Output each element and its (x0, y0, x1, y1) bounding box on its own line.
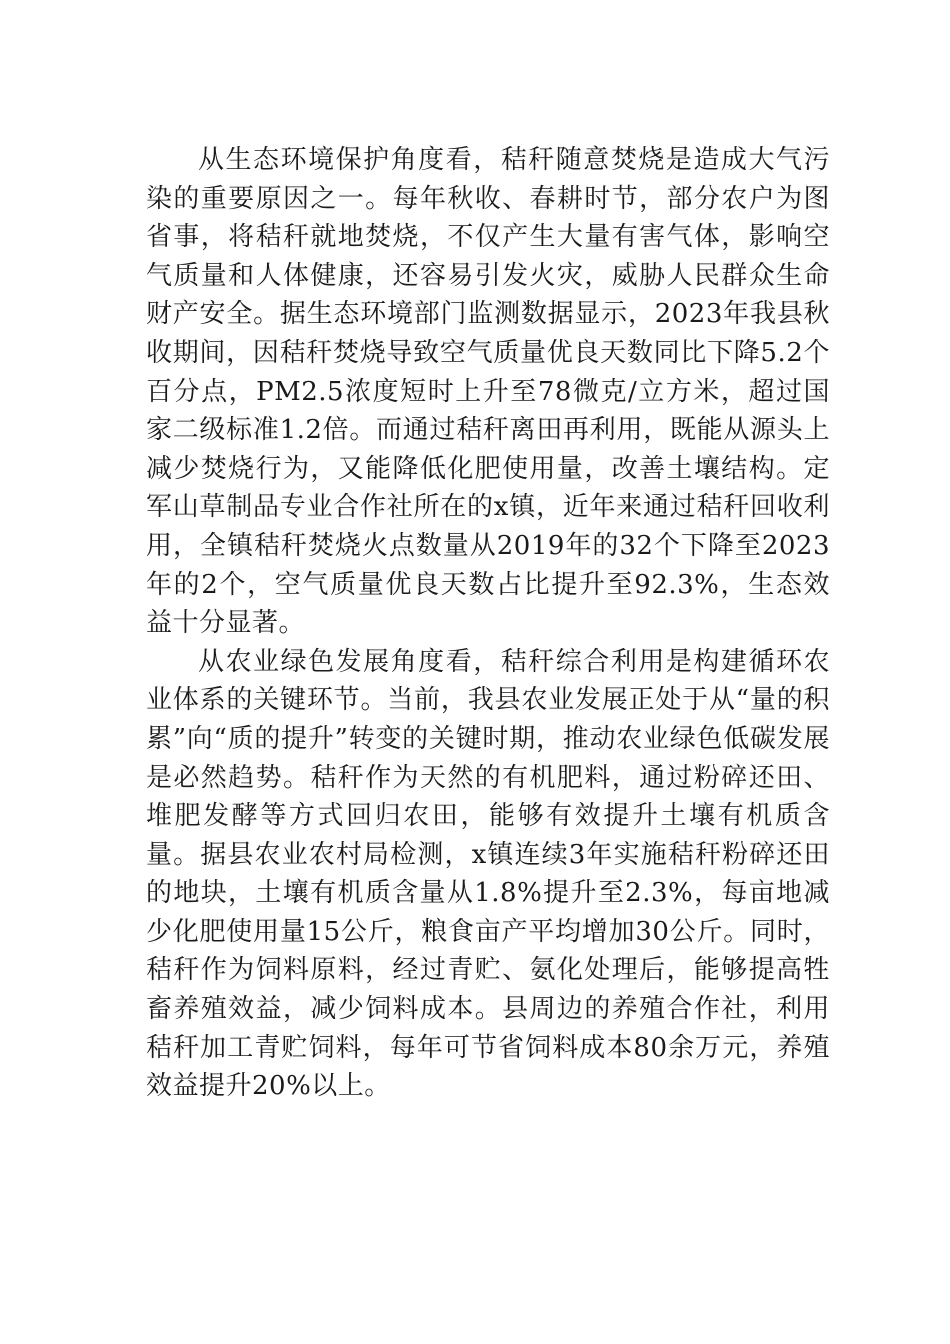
document-body (146, 141, 830, 1106)
paragraph-ecological-protection: 从生态环境保护角度看，秸秆随意焚烧是造成大气污染的重要原因之一。每年秋收、春耕时节，部分农户为图省事，将秸秆就地焚烧，不仅产生大量有害气体，影响空气质量和人体健康，还容易引发火灾，威胁人民群众生命财产安全。据生态环境部门监测数据显示，2023年我县秋收期间，因秸秆焚烧导致空气质量优良天数同比下降5.2个百分点，PM2.5浓度短时上升至78微克/立方米，超过国家二级标准1.2倍。而通过秸秆离田再利用，既能从源头上减少焚烧行为，又能降低化肥使用量，改善土壤结构。定军山草制品专业合作社所在的x镇，近年来通过秸秆回收利用，全镇秸秆焚烧火点数量从2019年的32个下降至2023年的2个，空气质量优良天数占比提升至92.3%，生态效益十分显著。 (146, 145, 830, 639)
paragraph-green-agriculture: 从农业绿色发展角度看，秸秆综合利用是构建循环农业体系的关键环节。当前，我县农业发展正处于从“量的积累”向“质的提升”转变的关键时期，推动农业绿色低碳发展是必然趋势。秸秆作为天然的有机肥料，通过粉碎还田、堆肥发酵等方式回归农田，能够有效提升土壤有机质含量。据县农业农村局检测，x镇连续3年实施秸秆粉碎还田的地块，土壤有机质含量从1.8%提升至2.3%，每亩地减少化肥使用量15公斤，粮食亩产平均增加30公斤。同时，秸秆作为饲料原料，经过青贮、氨化处理后，能够提高牲畜养殖效益，减少饲料成本。县周边的养殖合作社，利用秸秆加工青贮饲料，每年可节省饲料成本80余万元，养殖效益提升20%以上。 (146, 646, 830, 1102)
